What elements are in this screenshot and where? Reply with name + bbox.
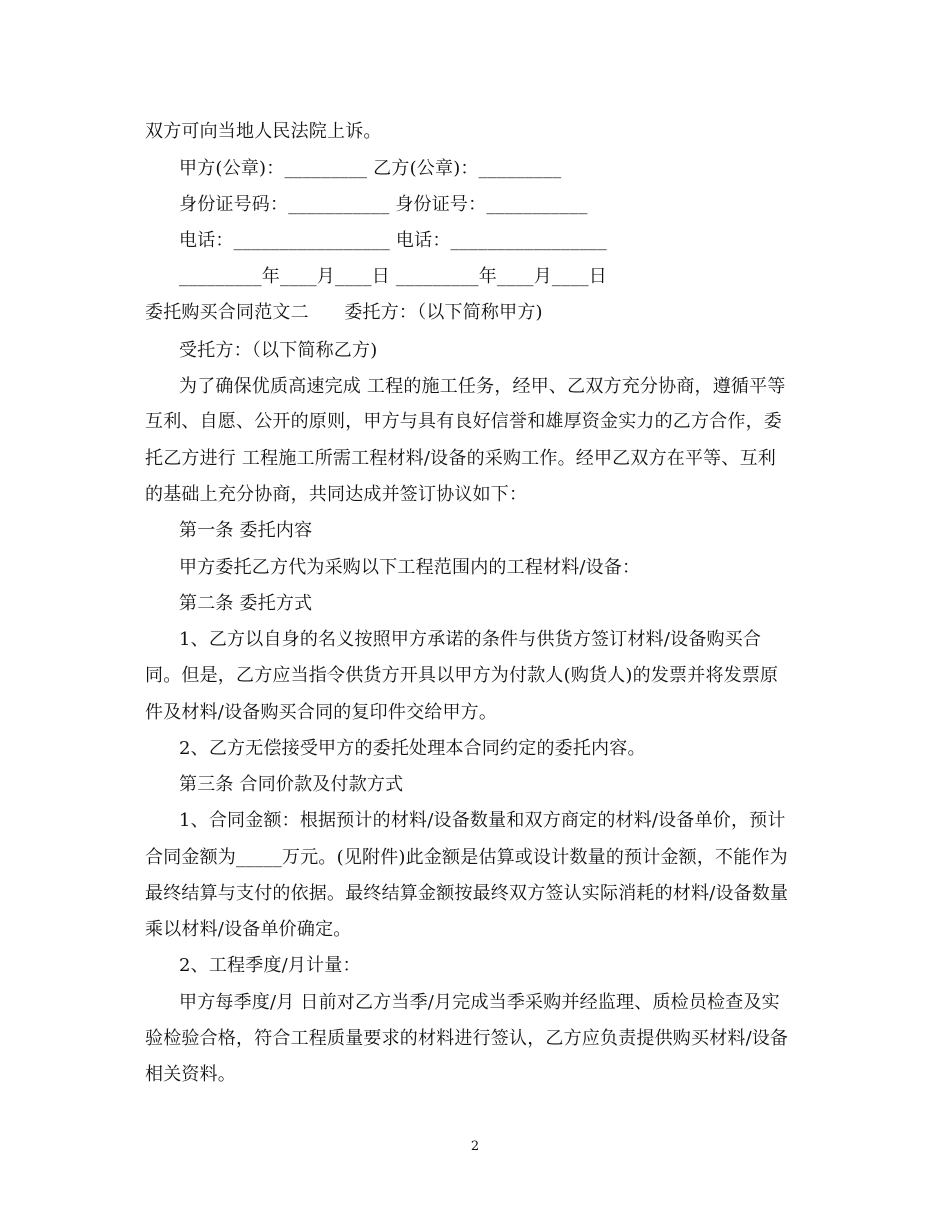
article-heading: 第三条 合同价款及付款方式 — [179, 774, 404, 795]
paragraph-line: 最终结算与支付的依据。最终结算金额按最终双方签认实际消耗的材料/设备数量 — [145, 883, 789, 904]
paragraph-line: 托乙方进行 工程施工所需工程材料/设备的采购工作。经甲乙双方在平等、互利 — [145, 448, 776, 469]
article-heading: 第二条 委托方式 — [179, 593, 313, 614]
paragraph-line: 互利、自愿、公开的原则，甲方与具有良好信誉和雄厚资金实力的乙方合作，委 — [145, 411, 782, 432]
paragraph-line: 双方可向当地人民法院上诉。 — [145, 121, 382, 142]
paragraph-line: 的基础上充分协商，共同达成并签订协议如下： — [145, 484, 528, 505]
paragraph-line: 为了确保优质高速完成 工程的施工任务，经甲、乙双方充分协商，遵循平等 — [179, 376, 786, 397]
paragraph-line: 1、合同金额：根据预计的材料/设备数量和双方商定的材料/设备单价，预计 — [179, 810, 786, 831]
party-line: 受托方：（以下简称乙方) — [179, 340, 378, 361]
page-number: 2 — [470, 1139, 480, 1154]
paragraph-line: 2、乙方无偿接受甲方的委托处理本合同约定的委托内容。 — [179, 738, 646, 759]
paragraph-line: 甲方每季度/月 日前对乙方当季/月完成当季采购并经监理、质检员检查及实 — [179, 992, 780, 1013]
paragraph-line: 1、乙方以自身的名义按照甲方承诺的条件与供货方签订材料/设备购买合 — [179, 629, 762, 650]
paragraph-line: 件及材料/设备购买合同的复印件交给甲方。 — [145, 702, 498, 723]
paragraph-line: 相关资料。 — [145, 1064, 236, 1085]
article-heading: 第一条 委托内容 — [179, 520, 313, 541]
paragraph-line: 同。但是，乙方应当指令供货方开具以甲方为付款人(购货人)的发票并将发票原 — [145, 665, 779, 686]
section-heading: 委托购买合同范文二 委托方：（以下简称甲方) — [145, 302, 543, 323]
paragraph-line: 验检验合格，符合工程质量要求的材料进行签认，乙方应负责提供购买材料/设备 — [145, 1028, 789, 1049]
paragraph-line: 甲方委托乙方代为采购以下工程范围内的工程材料/设备： — [179, 557, 641, 578]
signature-line-date: _________年____月____日 _________年____月____日 — [179, 266, 607, 287]
paragraph-line: 乘以材料/设备单价确定。 — [145, 919, 352, 940]
signature-line-phone: 电话：_________________ 电话：_________________ — [179, 230, 607, 251]
paragraph-line: 合同金额为_____万元。(见附件)此金额是估算或设计数量的预计金额，不能作为 — [145, 847, 788, 868]
paragraph-line: 2、工程季度/月计量： — [179, 955, 361, 976]
signature-line-id: 身份证号码：___________ 身份证号：___________ — [179, 194, 588, 215]
signature-line-seal: 甲方(公章)：_________ 乙方(公章)：_________ — [179, 158, 562, 179]
